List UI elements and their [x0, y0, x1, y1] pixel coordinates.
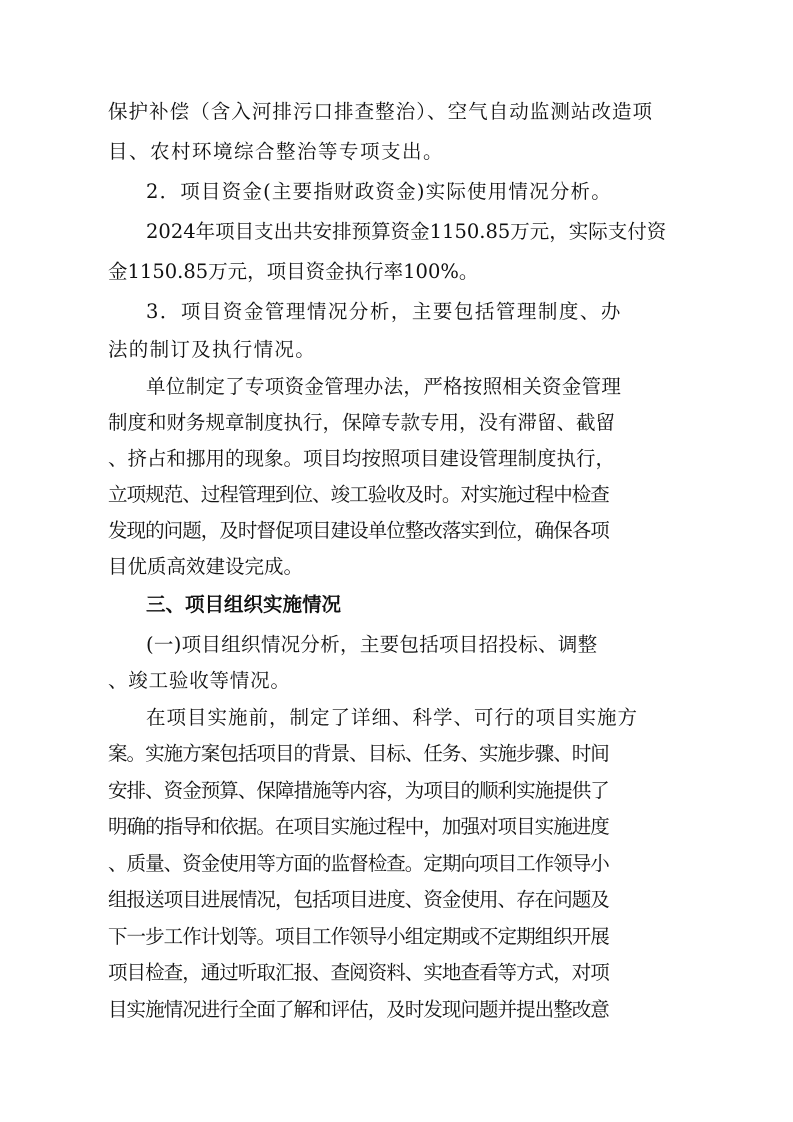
- text-line: 组报送项目进展情况，包括项目进度、资金使用、存在问题及: [108, 888, 609, 911]
- text-line: 案。实施方案包括项目的背景、目标、任务、实施步骤、时间: [108, 742, 609, 765]
- text-line: 2．项目资金(主要指财政资金)实际使用情况分析。: [146, 180, 612, 203]
- text-line: 目实施情况进行全面了解和评估，及时发现问题并提出整改意: [108, 998, 609, 1021]
- text-line: 发现的问题，及时督促项目建设单位整改落实到位，确保各项: [108, 519, 609, 542]
- text-line: 、竣工验收等情况。: [108, 669, 291, 692]
- text-line: 2024年项目支出共安排预算资金1150.85万元，实际支付资: [146, 220, 667, 243]
- text-line: 、挤占和挪用的现象。项目均按照项目建设管理制度执行，: [108, 447, 616, 470]
- text-line: 立项规范、过程管理到位、竣工验收及时。对实施过程中检查: [108, 483, 609, 506]
- text-line: 保护补偿（含入河排污口排查整治）、空气自动监测站改造项: [108, 100, 654, 123]
- section-heading: 三、项目组织实施情况: [146, 593, 342, 616]
- text-line: 法的制订及执行情况。: [108, 338, 317, 361]
- text-line: 制度和财务规章制度执行，保障专款专用，没有滞留、截留: [108, 411, 616, 434]
- text-line: 目、农村环境综合整治等专项支出。: [108, 140, 445, 163]
- text-line: 金1150.85万元，项目资金执行率100%。: [108, 260, 479, 283]
- text-line: 下一步工作计划等。项目工作领导小组定期或不定期组织开展: [108, 925, 609, 948]
- text-line: 明确的指导和依据。在项目实施过程中，加强对项目实施进度: [108, 815, 609, 838]
- text-line: 项目检查，通过听取汇报、查阅资料、实地查看等方式，对项: [108, 961, 609, 984]
- text-line: 目优质高效建设完成。: [108, 555, 304, 578]
- text-line: 安排、资金预算、保障措施等内容，为项目的顺利实施提供了: [108, 779, 609, 802]
- text-line: 、质量、资金使用等方面的监督检查。定期向项目工作领导小: [108, 852, 609, 875]
- text-line: (一)项目组织情况分析，主要包括项目招投标、调整: [146, 633, 598, 656]
- text-line: 在项目实施前，制定了详细、科学、可行的项目实施方: [146, 706, 639, 729]
- text-line: 单位制定了专项资金管理办法，严格按照相关资金管理: [146, 375, 622, 398]
- text-line: 3．项目资金管理情况分析，主要包括管理制度、办: [146, 300, 622, 323]
